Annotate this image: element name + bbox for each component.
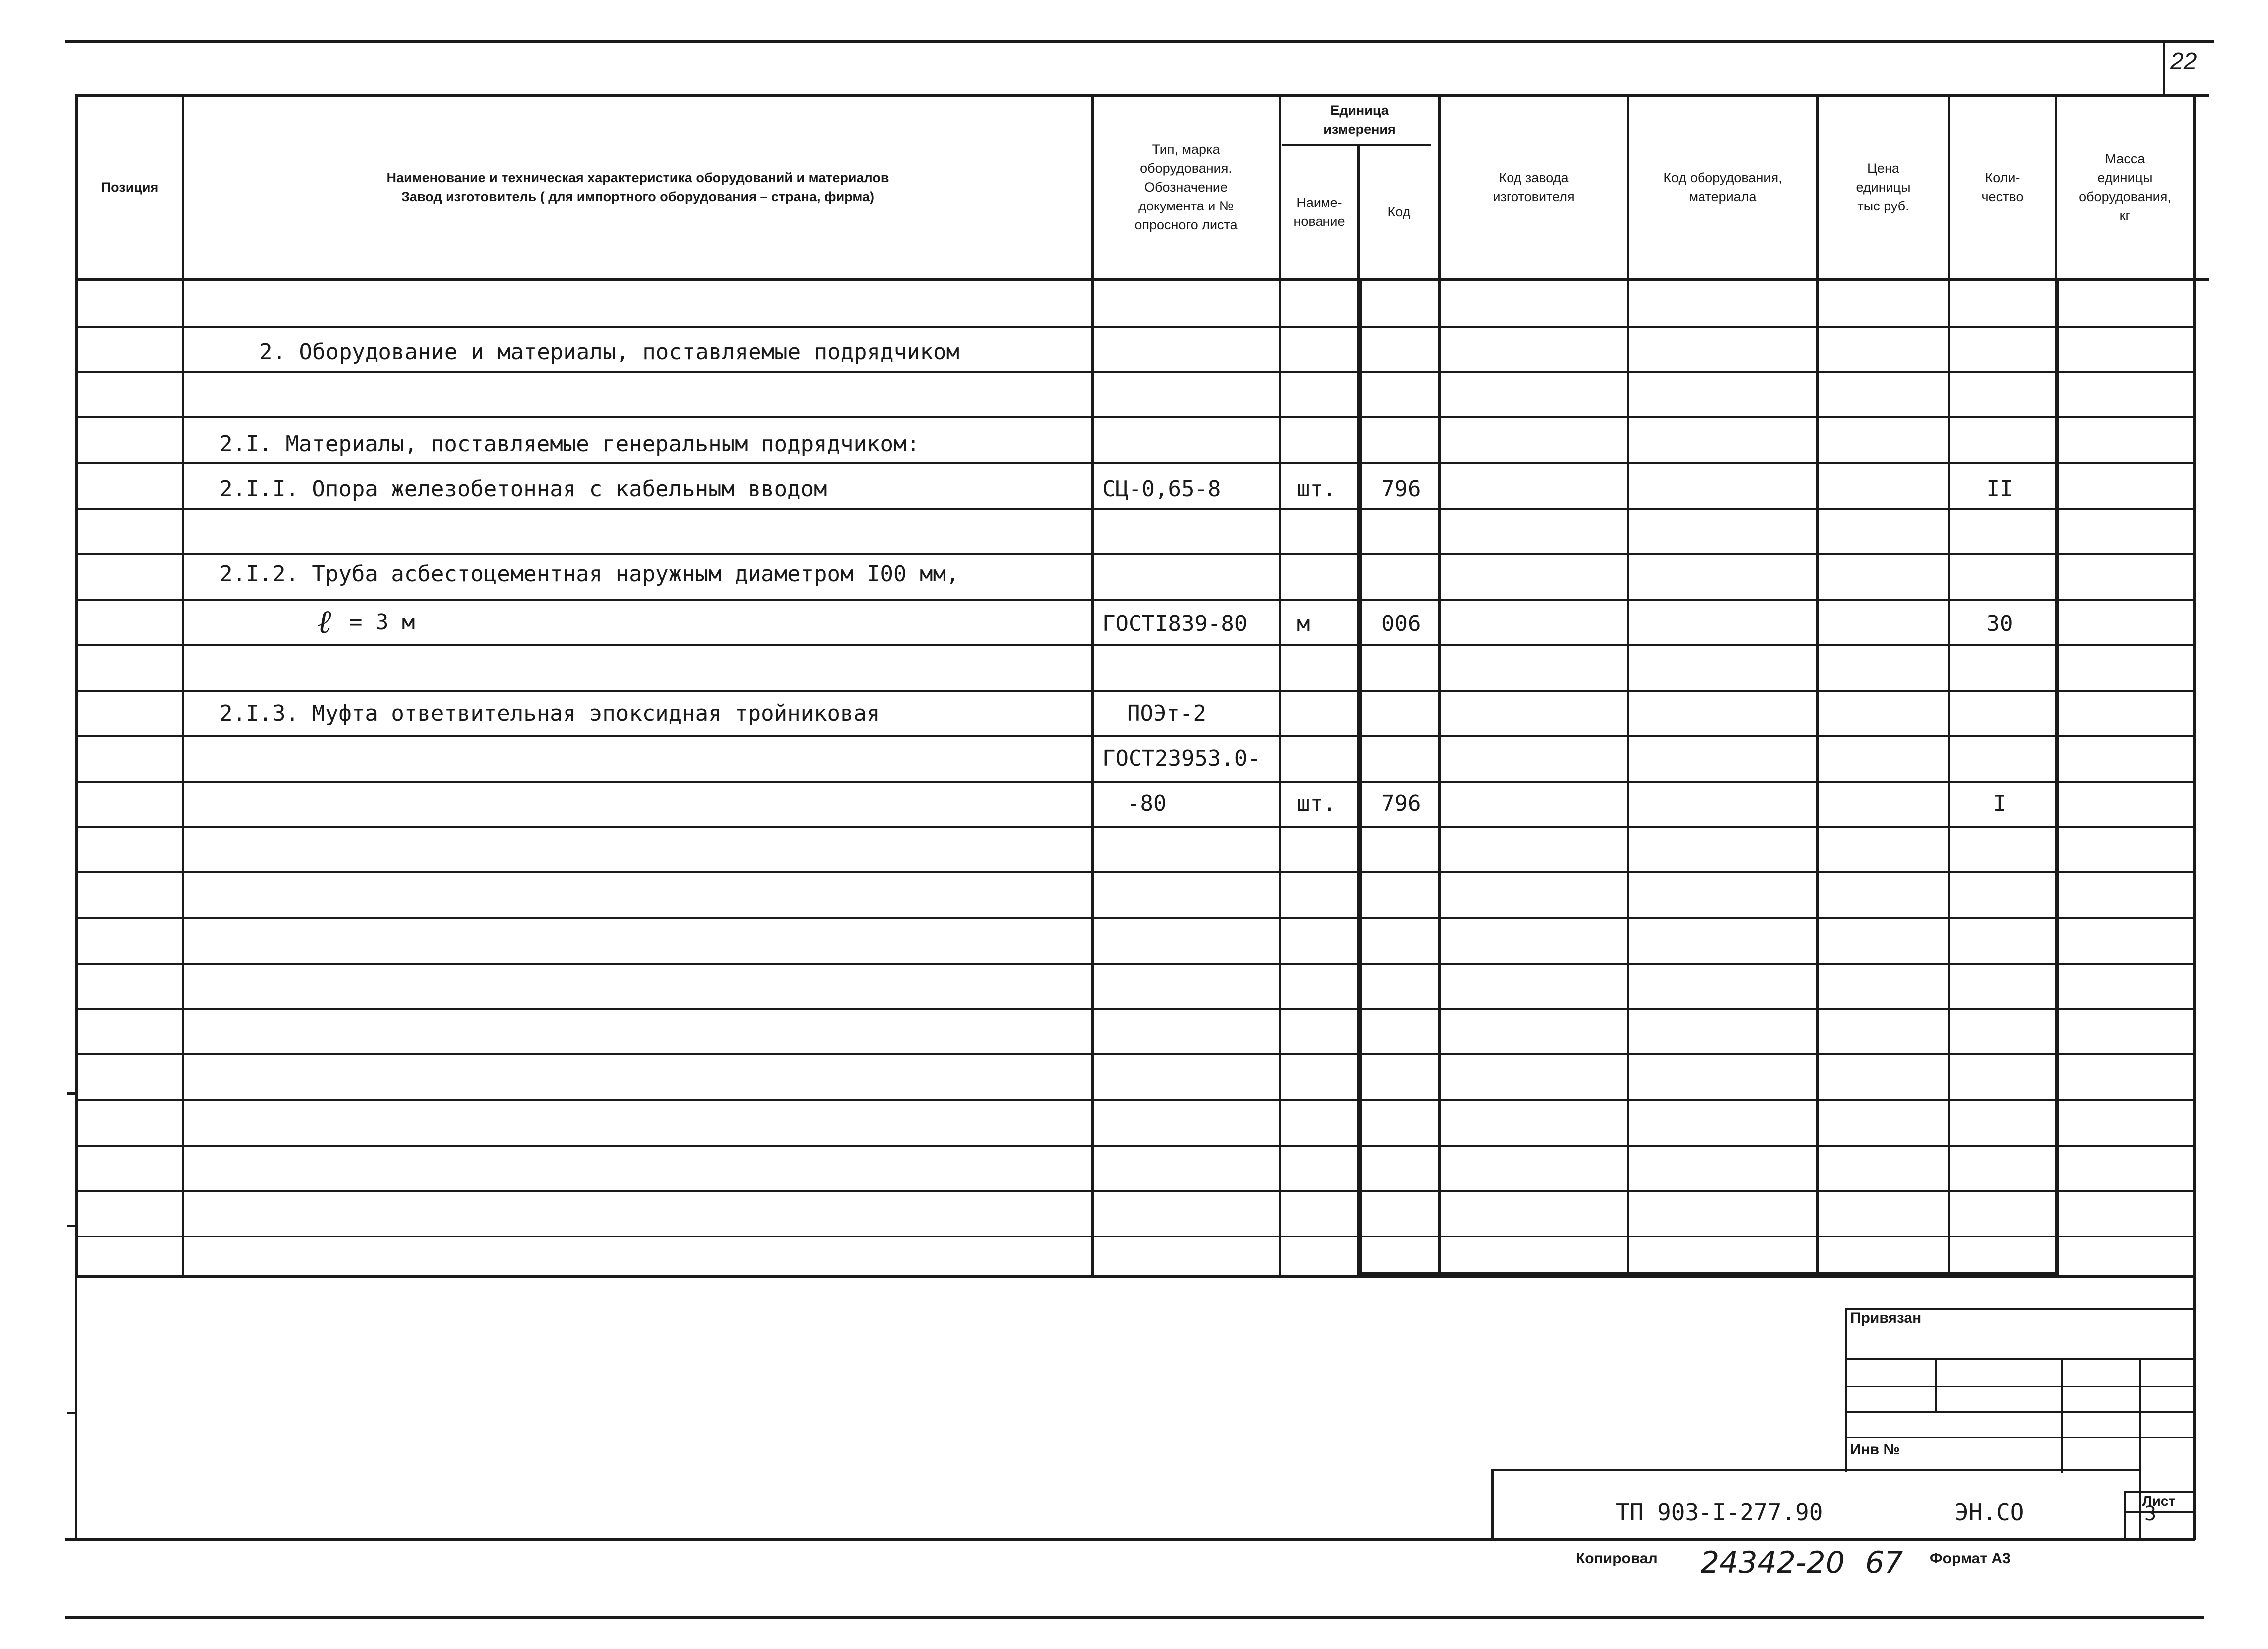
row-type: ГОСТI839-80	[1102, 611, 1248, 636]
row-type: -80	[1127, 790, 1167, 816]
frame-bottom	[65, 1538, 2195, 1541]
tb-grid-col-3	[2139, 1358, 2141, 1538]
row-type: СЦ-0,65-8	[1102, 476, 1221, 502]
header-bottom-line	[75, 278, 2209, 281]
row-separator	[75, 599, 2194, 601]
margin-tick	[67, 1225, 77, 1227]
tb-grid-col-2	[2061, 1358, 2063, 1473]
tb-main-left	[1491, 1469, 1494, 1539]
row-separator	[75, 963, 2194, 965]
row-code: 796	[1381, 476, 1421, 502]
row-name: 2.I.3. Муфта ответвительная эпоксидная тройниковая	[219, 700, 880, 726]
copy-page: 67	[1865, 1545, 1903, 1580]
row-unit: шт.	[1297, 790, 1336, 816]
bound-label: Привязан	[1850, 1310, 1922, 1326]
row-separator	[75, 1190, 2194, 1192]
sheet-number: 3	[2144, 1502, 2157, 1525]
row-separator	[75, 1099, 2194, 1101]
doc-suffix: ЭН.СО	[1955, 1499, 2024, 1526]
row-separator	[75, 690, 2194, 692]
row-separator	[75, 462, 2194, 464]
row-separator	[75, 735, 2194, 737]
header-price: Цена единицы тыс руб.	[1856, 161, 1911, 213]
row-separator	[75, 871, 2194, 873]
margin-tick	[67, 1412, 77, 1414]
row-code: 006	[1381, 611, 1421, 636]
tb-grid-col-1	[1935, 1358, 1937, 1413]
row-separator	[75, 416, 2194, 418]
header-name: Наименование и техническая характеристика оборудований и материалов Завод изготовитель ( для импортного оборудования – страна, фирма)	[386, 170, 889, 204]
row-separator	[75, 1008, 2194, 1010]
row-separator	[75, 917, 2194, 919]
page-corner-number: 22	[2170, 48, 2197, 75]
tb-sheet-mid	[2124, 1511, 2194, 1513]
row-qty: II	[1986, 476, 2013, 502]
tb-main-top	[1491, 1469, 2139, 1471]
header-quantity: Коли- чество	[1981, 170, 2024, 204]
header-mass: Масса единицы оборудования, кг	[2079, 151, 2171, 223]
row-separator	[75, 371, 2194, 373]
row-qty: I	[1993, 790, 2007, 816]
col-line-right	[2193, 94, 2196, 1540]
header-unit-name: Наиме- нование	[1293, 195, 1345, 229]
sheet-label: Лист	[2142, 1493, 2176, 1509]
table-bottom-line	[75, 1275, 2194, 1278]
page-bottom-line	[65, 1616, 2204, 1619]
row-name: 2.I.2. Труба асбестоцементная наружным диаметром I00 мм,	[219, 561, 959, 587]
col-line-9-bold	[2055, 279, 2059, 1276]
row-separator	[75, 644, 2194, 646]
frame-left-lower	[75, 1275, 77, 1540]
row-code: 796	[1381, 790, 1421, 816]
row-name-symbol: ℓ	[317, 603, 331, 641]
row-name: 2. Оборудование и материалы, поставляемые подрядчиком	[259, 339, 959, 365]
margin-tick	[67, 1092, 77, 1095]
row-separator	[75, 1053, 2194, 1055]
header-unit-group: Единица измерения	[1323, 103, 1396, 137]
row-name: 2.I.I. Опора железобетонная с кабельным вводом	[219, 476, 827, 502]
row-name: = 3 м	[349, 609, 415, 635]
header-unit-code: Код	[1387, 205, 1411, 219]
format-label: Формат А3	[1930, 1550, 2011, 1567]
row-unit: шт.	[1297, 476, 1336, 502]
row-separator	[75, 781, 2194, 783]
row-separator	[75, 1145, 2194, 1147]
copied-label: Копировал	[1576, 1550, 1658, 1567]
tb-grid-line-3	[1845, 1411, 2194, 1413]
top-border	[65, 40, 2214, 43]
header-position: Позиция	[101, 180, 159, 195]
row-type: ПОЭт-2	[1127, 700, 1206, 726]
copy-number: 24342-20	[1701, 1545, 1845, 1580]
row-separator	[75, 553, 2194, 555]
tb-grid-line-1	[1845, 1358, 2194, 1360]
row-separator	[75, 1236, 2194, 1237]
row-type: ГОСТ23953.0-	[1102, 745, 1261, 771]
row-unit: м	[1297, 611, 1310, 636]
header-material-code: Код оборудования, материала	[1663, 170, 1782, 204]
inv-label: Инв №	[1850, 1442, 1900, 1458]
doc-code: ТП 903-I-277.90	[1616, 1499, 1823, 1526]
row-separator	[75, 326, 2194, 328]
tb-sheet-divider	[2124, 1491, 2126, 1539]
row-separator	[75, 508, 2194, 510]
col-line-4-bold	[1357, 279, 1362, 1276]
row-separator	[75, 826, 2194, 828]
tb-grid-line-2	[1845, 1386, 2194, 1387]
row-qty: 30	[1986, 611, 2013, 636]
header-factory-code: Код завода изготовителя	[1493, 170, 1575, 204]
corner-box-line	[2163, 40, 2165, 95]
header-type: Тип, марка оборудования. Обозначение документа и № опросного листа	[1134, 142, 1238, 232]
row-name: 2.I. Материалы, поставляемые генеральным подрядчиком:	[219, 431, 920, 457]
tb-grid-line-4	[1845, 1437, 2194, 1438]
tb-bound-left	[1845, 1308, 1847, 1472]
